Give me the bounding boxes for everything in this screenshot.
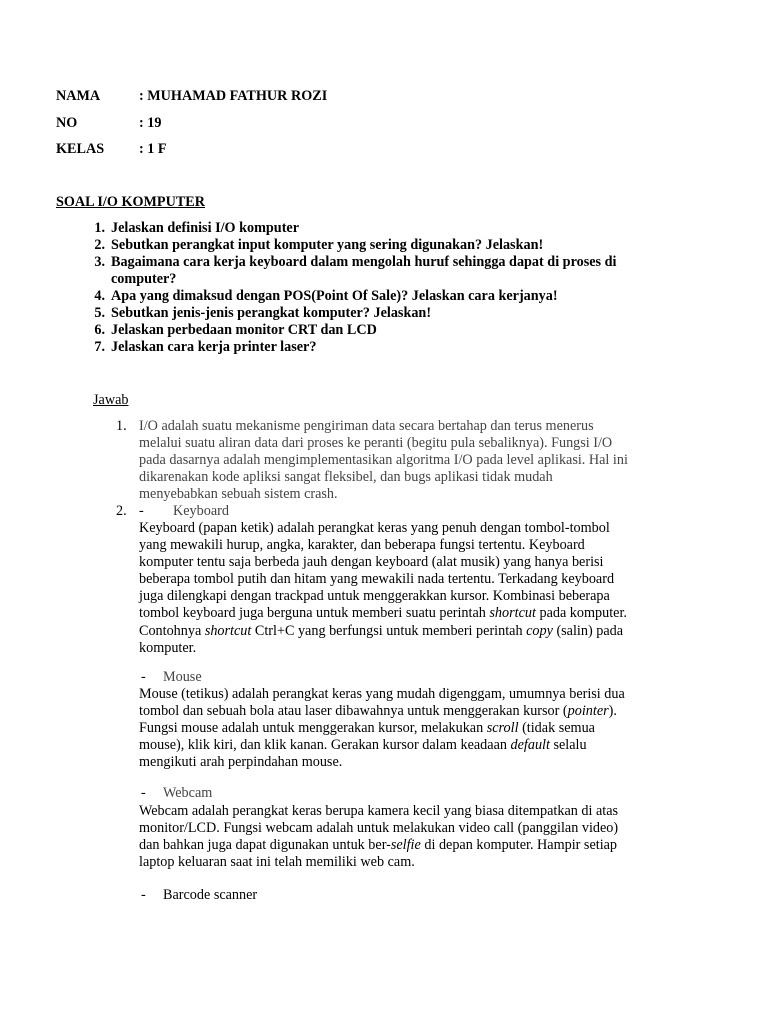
question-number: 7. xyxy=(94,339,105,355)
answer-1-line: menyebabkan sebuah sistem crash. xyxy=(139,486,338,502)
question-text: Jelaskan cara kerja printer laser? xyxy=(111,339,317,355)
answer-1-line: dikarenakan kode apliksi sangat fleksibel, dan bugs aplikasi tidak mudah xyxy=(139,469,553,485)
question-number: 4. xyxy=(94,288,105,304)
nama-value: : MUHAMAD FATHUR ROZI xyxy=(139,88,328,104)
question-text: Sebutkan jenis-jenis perangkat komputer? Jelaskan! xyxy=(111,305,432,321)
question-number: 2. xyxy=(94,237,105,253)
answer-1-line: melalui suatu aliran data dari proses ke peranti (begitu pula sebaliknya). Fungsi I/O xyxy=(139,435,613,451)
bullet-dash: - xyxy=(139,503,144,519)
question-text: Sebutkan perangkat input komputer yang sering digunakan? Jelaskan! xyxy=(111,237,544,253)
bullet-dash: - xyxy=(141,669,146,685)
question-text: Bagaimana cara kerja keyboard dalam mengolah huruf sehingga dapat di proses di xyxy=(111,254,617,270)
mouse-paragraph: Mouse (tetikus) adalah perangkat keras yang mudah digenggam, umumnya berisi dua tombol dan sebuah bola atau laser dibawahnya untuk menggerakan kursor (pointer). Fungsi mouse adalah untuk menggerakan kursor, melakukan scroll (tidak semua mouse), klik kiri, dan klik kanan. Gerakan kursor dalam keadaan default selalu mengikuti arah perpindahan mouse. xyxy=(139,686,625,771)
question-number: 5. xyxy=(94,305,105,321)
question-text-continued: computer? xyxy=(111,271,177,287)
no-value: : 19 xyxy=(139,115,162,131)
webcam-heading: Webcam xyxy=(163,785,213,801)
keyboard-paragraph: Keyboard (papan ketik) adalah perangkat keras yang penuh dengan tombol-tombol yang mewakili hurup, angka, karakter, dan beberapa fungsi tertentu. Keyboard komputer tentu saja berbeda jauh dengan keyboard (alat musik) yang hanya berisi beberapa tombol putih dan hitam yang mewakili nada tertentu. Terkadang keyboard juga dilengkapi dengan trackpad untuk menggerakkan kursor. Kombinasi beberapa tombol keyboard juga berguna untuk memberi suatu perintah shortcut pada komputer. Contohnya shortcut Ctrl+C yang berfungsi untuk memberi perintah copy (salin) pada komputer. xyxy=(139,520,627,656)
answers-title: Jawab xyxy=(93,392,129,408)
question-text: Jelaskan perbedaan monitor CRT dan LCD xyxy=(111,322,377,338)
kelas-label: KELAS xyxy=(56,141,105,157)
mouse-heading: Mouse xyxy=(163,669,202,685)
answer-number: 1. xyxy=(116,418,127,434)
question-number: 1. xyxy=(94,220,105,236)
questions-title: SOAL I/O KOMPUTER xyxy=(56,194,205,210)
answer-1-line: pada dasarnya adalah mengimplementasikan algoritma I/O pada level aplikasi. Hal ini xyxy=(139,452,628,468)
question-number: 3. xyxy=(94,254,105,270)
barcode-heading: Barcode scanner xyxy=(163,887,258,903)
keyboard-heading: Keyboard xyxy=(173,503,229,519)
nama-label: NAMA xyxy=(56,88,101,104)
bullet-dash: - xyxy=(141,887,146,903)
question-number: 6. xyxy=(94,322,105,338)
no-label: NO xyxy=(56,115,78,131)
answer-1-line: I/O adalah suatu mekanisme pengiriman data secara bertahap dan terus menerus xyxy=(139,418,594,434)
kelas-value: : 1 F xyxy=(139,141,167,157)
question-text: Jelaskan definisi I/O komputer xyxy=(111,220,300,236)
webcam-paragraph: Webcam adalah perangkat keras berupa kamera kecil yang biasa ditempatkan di atas monitor/LCD. Fungsi webcam adalah untuk melakukan video call (panggilan video) dan bahkan juga dapat digunakan untuk ber-selfie di depan komputer. Hampir setiap laptop keluaran saat ini telah memiliki web cam. xyxy=(139,803,619,871)
question-text: Apa yang dimaksud dengan POS(Point Of Sale)? Jelaskan cara kerjanya! xyxy=(111,288,558,304)
bullet-dash: - xyxy=(141,785,146,801)
answer-number: 2. xyxy=(116,503,127,519)
